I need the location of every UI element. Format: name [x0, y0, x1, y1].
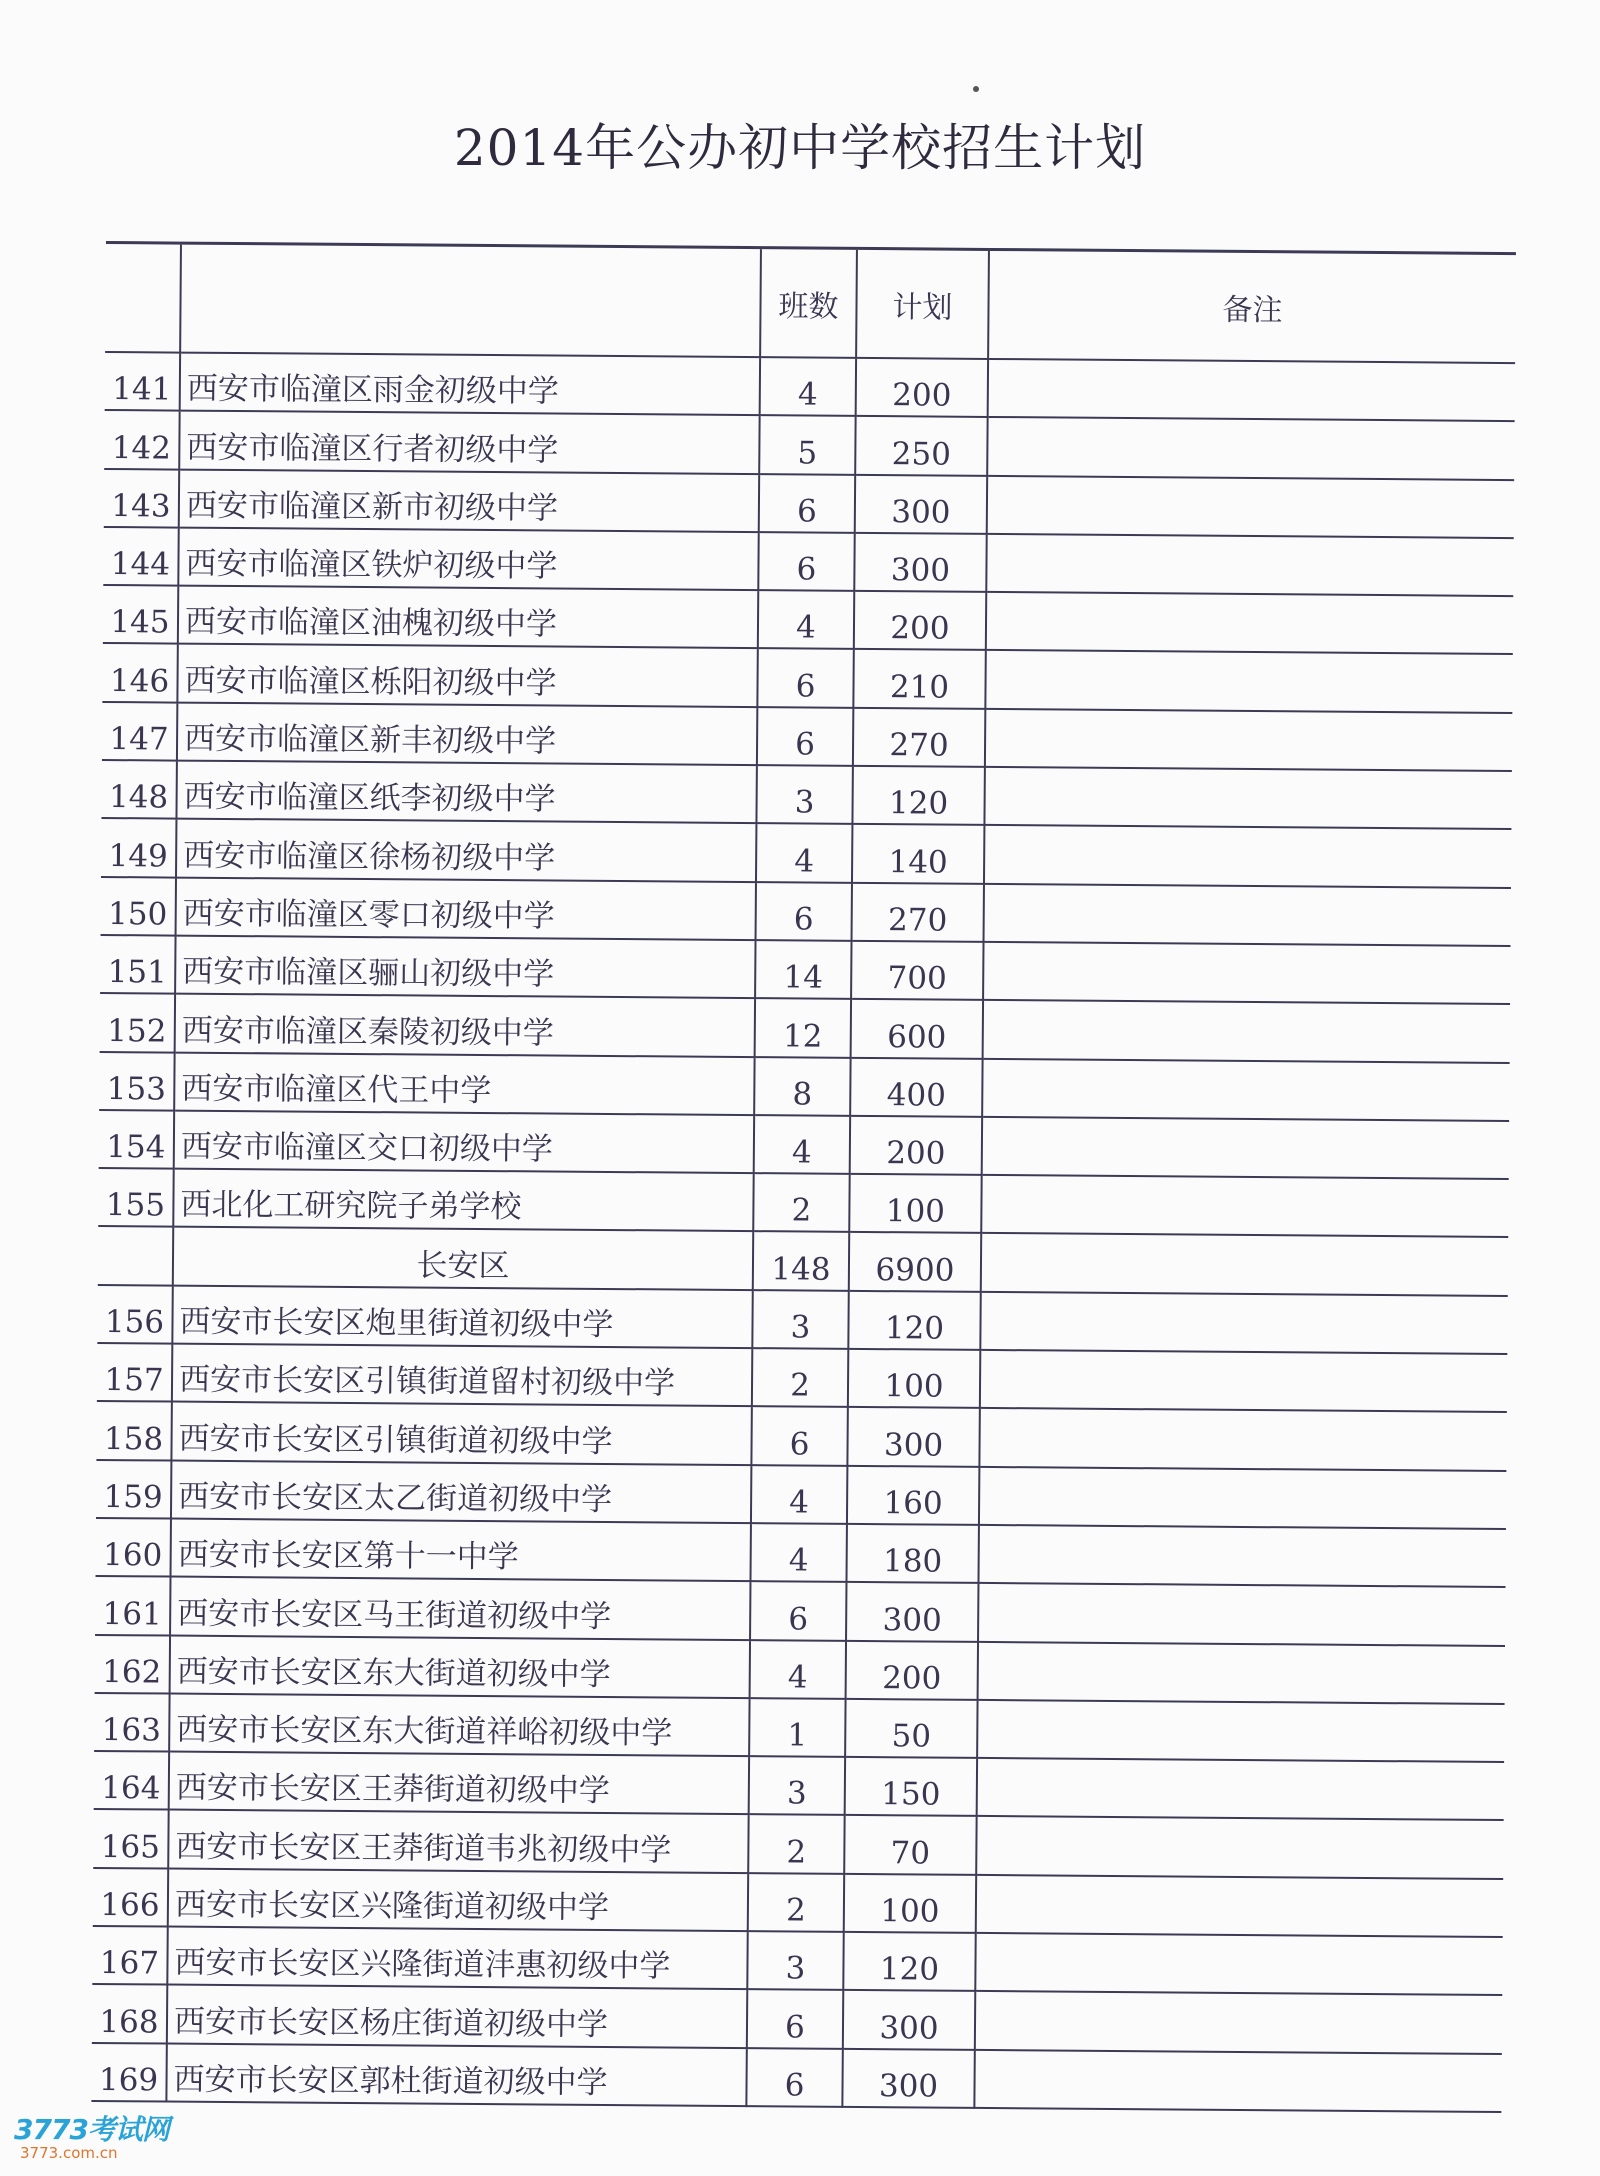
cell-classes: 6: [757, 649, 853, 708]
cell-no: 147: [102, 702, 177, 761]
cell-note: [981, 1175, 1508, 1237]
header-plan: 计划: [856, 248, 989, 359]
cell-school-name: 西安市临潼区雨金初级中学: [180, 353, 760, 416]
cell-school-name: 西安市临潼区油槐初级中学: [178, 586, 758, 649]
cell-note: [984, 825, 1511, 887]
cell-plan: 100: [849, 1174, 981, 1233]
cell-classes: 2: [748, 1815, 844, 1874]
cell-classes: 6: [758, 532, 854, 591]
cell-no: 154: [99, 1110, 174, 1169]
cell-plan: 200: [854, 591, 986, 650]
cell-plan: 180: [846, 1524, 978, 1583]
table-header: [105, 242, 1516, 363]
cell-classes: 12: [755, 998, 851, 1057]
cell-classes: 4: [751, 1465, 847, 1524]
cell-note: [983, 1000, 1510, 1062]
cell-note: [984, 884, 1511, 946]
cell-no: 149: [101, 818, 176, 877]
cell-no: 168: [92, 1984, 167, 2043]
cell-classes: 6: [757, 707, 853, 766]
cell-classes: 2: [753, 1173, 849, 1232]
cell-classes: 6: [756, 882, 852, 941]
cell-classes: 6: [747, 1989, 843, 2048]
cell-school-name: 西安市临潼区纸李初级中学: [176, 761, 756, 824]
cell-no: 158: [96, 1401, 171, 1460]
table-row: [101, 818, 1511, 887]
cell-school-name: 西安市临潼区交口初级中学: [174, 1110, 754, 1173]
cell-note: [977, 1700, 1504, 1762]
cell-school-name: 西安市临潼区铁炉初级中学: [178, 527, 758, 590]
cell-classes: 4: [750, 1523, 846, 1582]
cell-note: [981, 1233, 1508, 1295]
cell-plan: 100: [848, 1349, 980, 1408]
cell-no: 142: [104, 410, 179, 469]
cell-plan: 300: [846, 1582, 978, 1641]
cell-plan: 700: [851, 941, 983, 1000]
table-row: [91, 2043, 1501, 2112]
cell-plan: 270: [852, 883, 984, 942]
cell-school-name: 西安市长安区王莽街道初级中学: [169, 1752, 749, 1815]
logo-url: 3773.com.cn: [20, 2144, 118, 2162]
cell-note: [987, 476, 1514, 538]
cell-note: [982, 1058, 1509, 1120]
table-row: [93, 1868, 1503, 1937]
cell-plan: 100: [844, 1874, 976, 1933]
cell-school-name: 西安市长安区马王街道初级中学: [170, 1577, 750, 1640]
cell-plan: 300: [847, 1407, 979, 1466]
cell-no: 143: [104, 469, 179, 528]
cell-school-name: 西安市长安区兴隆街道沣惠初级中学: [167, 1927, 747, 1990]
subtotal-row: [98, 1226, 1508, 1295]
cell-no: 160: [96, 1518, 171, 1577]
cell-classes: 2: [752, 1348, 848, 1407]
cell-school-name: 西安市长安区郭杜街道初级中学: [166, 2043, 746, 2106]
cell-school-name: 长安区: [173, 1227, 753, 1290]
cell-school-name: 西安市长安区炮里街道初级中学: [172, 1285, 752, 1348]
cell-plan: 50: [845, 1699, 977, 1758]
cell-classes: 6: [750, 1581, 846, 1640]
cell-note: [980, 1292, 1507, 1354]
cell-school-name: 西安市临潼区骊山初级中学: [175, 936, 755, 999]
cell-classes: 4: [758, 590, 854, 649]
cell-no: 146: [102, 643, 177, 702]
cell-note: [987, 417, 1514, 479]
cell-no: 153: [99, 1052, 174, 1111]
cell-classes: 6: [751, 1406, 847, 1465]
cell-school-name: 西安市长安区引镇街道留村初级中学: [172, 1344, 752, 1407]
cell-no: [98, 1226, 173, 1285]
cell-classes: 3: [756, 765, 852, 824]
cell-note: [980, 1350, 1507, 1412]
page-title: 2014年公办初中学校招生计划: [453, 119, 1147, 177]
cell-no: 152: [100, 993, 175, 1052]
cell-no: 151: [100, 935, 175, 994]
cell-note: [986, 592, 1513, 654]
cell-note: [975, 1991, 1502, 2053]
cell-school-name: 西安市临潼区新市初级中学: [179, 469, 759, 532]
cell-plan: 300: [843, 1990, 975, 2049]
cell-school-name: 西安市临潼区新丰初级中学: [177, 702, 757, 765]
cell-plan: 300: [854, 533, 986, 592]
cell-plan: 300: [842, 2048, 974, 2107]
cell-school-name: 西安市长安区王莽街道韦兆初级中学: [168, 1810, 748, 1873]
cell-plan: 400: [850, 1057, 982, 1116]
cell-school-name: 西安市长安区东大街道初级中学: [170, 1635, 750, 1698]
table-row: [99, 1110, 1509, 1179]
cell-note: [986, 534, 1513, 596]
cell-plan: 70: [844, 1815, 976, 1874]
cell-school-name: 西安市长安区引镇街道初级中学: [171, 1402, 751, 1465]
cell-no: 141: [105, 352, 180, 411]
cell-plan: 6900: [849, 1232, 981, 1291]
cell-no: 145: [103, 585, 178, 644]
cell-note: [979, 1467, 1506, 1529]
cell-note: [982, 1117, 1509, 1179]
cell-classes: 4: [756, 824, 852, 883]
table-row: [94, 1693, 1504, 1762]
speck: [973, 86, 979, 92]
cell-classes: 4: [754, 1115, 850, 1174]
cell-classes: 3: [749, 1756, 845, 1815]
cell-note: [979, 1408, 1506, 1470]
cell-note: [976, 1875, 1503, 1937]
cell-school-name: 西安市长安区杨庄街道初级中学: [167, 1985, 747, 2048]
cell-school-name: 西安市长安区第十一中学: [171, 1518, 751, 1581]
table-row: [94, 1751, 1504, 1820]
cell-classes: 6: [746, 2048, 842, 2107]
cell-no: 161: [95, 1576, 170, 1635]
cell-no: 148: [101, 760, 176, 819]
table-row: [105, 352, 1515, 421]
cell-no: 150: [101, 877, 176, 936]
cell-classes: 5: [759, 415, 855, 474]
cell-school-name: 西安市临潼区代王中学: [174, 1052, 754, 1115]
cell-note: [978, 1583, 1505, 1645]
cell-plan: 120: [852, 766, 984, 825]
cell-plan: 150: [845, 1757, 977, 1816]
cell-classes: 148: [753, 1232, 849, 1291]
cell-note: [984, 767, 1511, 829]
cell-school-name: 西北化工研究院子弟学校: [173, 1169, 753, 1232]
cell-classes: 2: [748, 1873, 844, 1932]
table-row: [97, 1285, 1507, 1354]
cell-plan: 300: [855, 474, 987, 533]
cell-school-name: 西安市临潼区栎阳初级中学: [177, 644, 757, 707]
cell-classes: 3: [752, 1290, 848, 1349]
cell-school-name: 西安市长安区东大街道祥峪初级中学: [169, 1693, 749, 1756]
cell-no: 157: [97, 1343, 172, 1402]
cell-school-name: 西安市临潼区徐杨初级中学: [176, 819, 756, 882]
cell-no: 164: [94, 1751, 169, 1810]
cell-school-name: 西安市临潼区零口初级中学: [176, 877, 756, 940]
cell-school-name: 西安市临潼区行者初级中学: [179, 411, 759, 474]
cell-school-name: 西安市长安区兴隆街道初级中学: [168, 1868, 748, 1931]
cell-classes: 14: [755, 940, 851, 999]
cell-plan: 250: [855, 416, 987, 475]
cell-classes: 8: [754, 1057, 850, 1116]
header-classes: 班数: [760, 248, 857, 358]
cell-note: [975, 1933, 1502, 1995]
cell-plan: 200: [850, 1116, 982, 1175]
cell-note: [976, 1816, 1503, 1878]
cell-school-name: 西安市长安区太乙街道初级中学: [171, 1460, 751, 1523]
cell-note: [985, 709, 1512, 771]
cell-plan: 140: [852, 824, 984, 883]
cell-plan: 600: [851, 999, 983, 1058]
cell-plan: 120: [843, 1932, 975, 1991]
header-name: [180, 243, 761, 357]
cell-classes: 3: [747, 1931, 843, 1990]
cell-note: [978, 1525, 1505, 1587]
cell-no: 169: [91, 2043, 166, 2102]
cell-note: [988, 359, 1515, 421]
table-row: [95, 1634, 1505, 1703]
cell-note: [977, 1758, 1504, 1820]
cell-no: 155: [98, 1168, 173, 1227]
cell-no: 156: [97, 1285, 172, 1344]
cell-no: 144: [103, 527, 178, 586]
header-no: [105, 242, 181, 352]
logo-brand: 3773考试网: [14, 2113, 169, 2146]
cell-note: [974, 2049, 1501, 2111]
cell-classes: 4: [750, 1640, 846, 1699]
cell-plan: 120: [848, 1291, 980, 1350]
cell-classes: 1: [749, 1698, 845, 1757]
cell-note: [983, 942, 1510, 1004]
enrollment-table: [91, 241, 1516, 2113]
cell-plan: 160: [847, 1466, 979, 1525]
cell-classes: 6: [759, 474, 855, 533]
cell-no: 167: [92, 1926, 167, 1985]
table-row: [93, 1809, 1503, 1878]
table-body: [91, 352, 1515, 2112]
table-row: [102, 702, 1512, 771]
cell-school-name: 西安市临潼区秦陵初级中学: [175, 994, 755, 1057]
cell-plan: 200: [846, 1640, 978, 1699]
cell-plan: 210: [853, 649, 985, 708]
cell-plan: 270: [853, 708, 985, 767]
cell-plan: 200: [856, 358, 988, 417]
cell-classes: 4: [760, 357, 856, 416]
header-note: 备注: [988, 249, 1516, 363]
cell-no: 162: [95, 1634, 170, 1693]
cell-no: 165: [93, 1809, 168, 1868]
table-row: [102, 643, 1512, 712]
cell-no: 163: [94, 1693, 169, 1752]
cell-no: 166: [93, 1868, 168, 1927]
site-logo: [14, 2108, 169, 2162]
table-row: [101, 760, 1511, 829]
table-row: [98, 1168, 1508, 1237]
cell-note: [978, 1641, 1505, 1703]
cell-note: [985, 650, 1512, 712]
cell-no: 159: [96, 1460, 171, 1519]
table-row: [97, 1343, 1507, 1412]
